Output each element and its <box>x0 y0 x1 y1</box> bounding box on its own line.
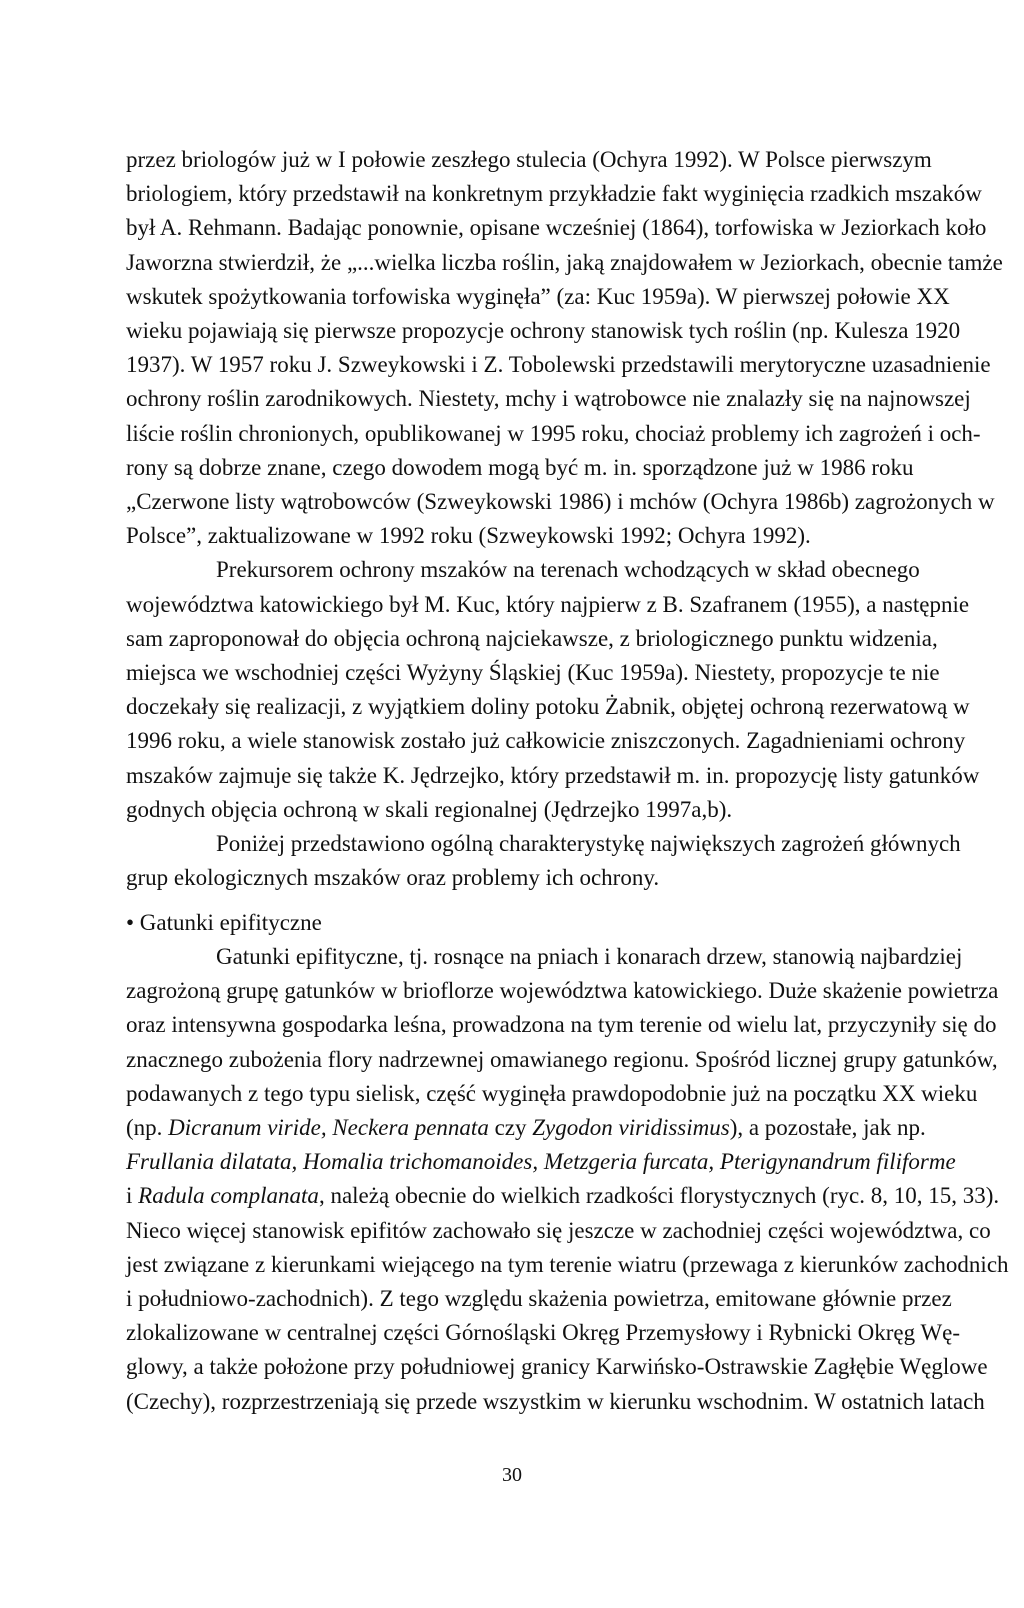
text-line: sam zaproponował do objęcia ochroną najciekawsze, z briologicznego punktu widzenia, <box>126 625 938 651</box>
text-line: 1996 roku, a wiele stanowisk zostało już całkowicie zniszczonych. Zagadnieniami ochrony <box>126 728 966 754</box>
text-line: oraz intensywna gospodarka leśna, prowadzona na tym terenie od wielu lat, przyczyniły się do <box>126 1012 997 1038</box>
text-line: mszaków zajmuje się także K. Jędrzejko, który przedstawił m. in. propozycję listy gatunków <box>126 762 980 788</box>
text-line: jest związane z kierunkami wiejącego na tym terenie wiatru (przewaga z kierunków zachodnich <box>126 1251 1009 1277</box>
text-line <box>126 1111 1024 1145</box>
text-line: „Czerwone listy wątrobowców (Szweykowski 1986) i mchów (Ochyra 1986b) zagrożonych w <box>126 489 995 515</box>
text-line: i południowo-zachodnich). Z tego względu skażenia powietrza, emitowane głównie przez <box>126 1286 952 1312</box>
text-run: i <box>126 1183 139 1209</box>
text-line: (Czechy), rozprzestrzeniają się przede wszystkim w kierunku wschodnim. W ostatnich latach <box>126 1388 985 1414</box>
text-run: , należą obecnie do wielkich rzadkości florystycznych (ryc. 8, 10, 15, 33). <box>318 1183 1000 1209</box>
text-line: glowy, a także położone przy południowej granicy Karwińsko-Ostrawskie Zagłębie Węglowe <box>126 1354 988 1380</box>
text-line: doczekały się realizacji, z wyjątkiem doliny potoku Żabnik, objętej ochroną rezerwatową w <box>126 694 970 720</box>
text-line: godnych objęcia ochroną w skali regionalnej (Jędrzejko 1997a,b). <box>126 796 733 822</box>
text-line: miejsca we wschodniej części Wyżyny Śląskiej (Kuc 1959a). Niestety, propozycje te nie <box>126 660 940 686</box>
text-run: ), a pozostałe, jak np. <box>729 1115 926 1141</box>
text-line: ochrony roślin zarodnikowych. Niestety, mchy i wątrobowce nie znalazły się na najnowszej <box>126 386 971 412</box>
text-line: zagrożoną grupę gatunków w brioflorze województwa katowickiego. Duże skażenie powietrza <box>126 978 999 1004</box>
page-number: 30 <box>502 1464 522 1486</box>
text-line: Polsce”, zaktualizowane w 1992 roku (Szweykowski 1992; Ochyra 1992). <box>126 523 811 549</box>
text-line: podawanych z tego typu sielisk, część wyginęła prawdopodobnie już na początku XX wieku <box>126 1080 978 1106</box>
text-line: był A. Rehmann. Badając ponownie, opisane wcześniej (1864), torfowiska w Jeziorkach koło <box>126 215 987 241</box>
text-line: liście roślin chronionych, opublikowanej w 1995 roku, chociaż problemy ich zagrożeń i och- <box>126 420 981 446</box>
text-line: Jaworzna stwierdził, że „...wielka liczba roślin, jaką znajdowałem w Jeziorkach, obecnie tamże <box>126 249 1003 275</box>
species-name: Frullania dilatata, Homalia trichomanoides, Metzgeria furcata, Pterigynandrum filiforme <box>126 1149 956 1175</box>
text-line <box>126 1145 1024 1179</box>
text-line: Prekursorem ochrony mszaków na terenach wchodzących w skład obecnego <box>216 557 920 583</box>
body-text-epiphytes <box>126 940 1024 1419</box>
text-line: 1937). W 1957 roku J. Szweykowski i Z. Tobolewski przedstawili merytoryczne uzasadnienie <box>126 352 991 378</box>
text-line: briologiem, który przedstawił na konkretnym przykładzie fakt wyginięcia rzadkich mszaków <box>126 181 982 207</box>
text-run: czy <box>488 1115 533 1141</box>
species-name: Zygodon viridissimus <box>532 1115 730 1141</box>
text-line: rony są dobrze znane, czego dowodem mogą być m. in. sporządzone już w 1986 roku <box>126 454 914 480</box>
text-line: wskutek spożytkowania torfowiska wyginęła” (za: Kuc 1959a). W pierwszej połowie XX <box>126 283 950 309</box>
text-line: znacznego zubożenia flory nadrzewnej omawianego regionu. Spośród licznej grupy gatunków, <box>126 1046 998 1072</box>
species-name: Radula complanata <box>138 1183 319 1209</box>
text-line: województwa katowickiego był M. Kuc, który najpierw z B. Szafranem (1955), a następnie <box>126 591 970 617</box>
text-line <box>126 1179 1024 1213</box>
text-line: zlokalizowane w centralnej części Górnośląski Okręg Przemysłowy i Rybnicki Okręg Wę- <box>126 1320 961 1346</box>
species-name: Dicranum viride, Neckera pennata <box>168 1115 489 1141</box>
text-line: wieku pojawiają się pierwsze propozycje ochrony stanowisk tych roślin (np. Kulesza 1920 <box>126 318 961 344</box>
section-heading-epiphytes: • Gatunki epifityczne <box>126 910 322 935</box>
body-text-intro <box>126 143 1024 895</box>
text-line: Nieco więcej stanowisk epifitów zachowało się jeszcze w zachodniej części województwa, co <box>126 1217 991 1243</box>
text-line: Gatunki epifityczne, tj. rosnące na pniach i konarach drzew, stanowią najbardziej <box>216 944 963 969</box>
text-line: grup ekologicznych mszaków oraz problemy ich ochrony. <box>126 865 660 891</box>
text-line: przez briologów już w I połowie zeszłego stulecia (Ochyra 1992). W Polsce pierwszym <box>126 147 932 172</box>
text-line: Poniżej przedstawiono ogólną charakterystykę największych zagrożeń głównych <box>216 831 961 857</box>
text-run: (np. <box>126 1115 169 1141</box>
